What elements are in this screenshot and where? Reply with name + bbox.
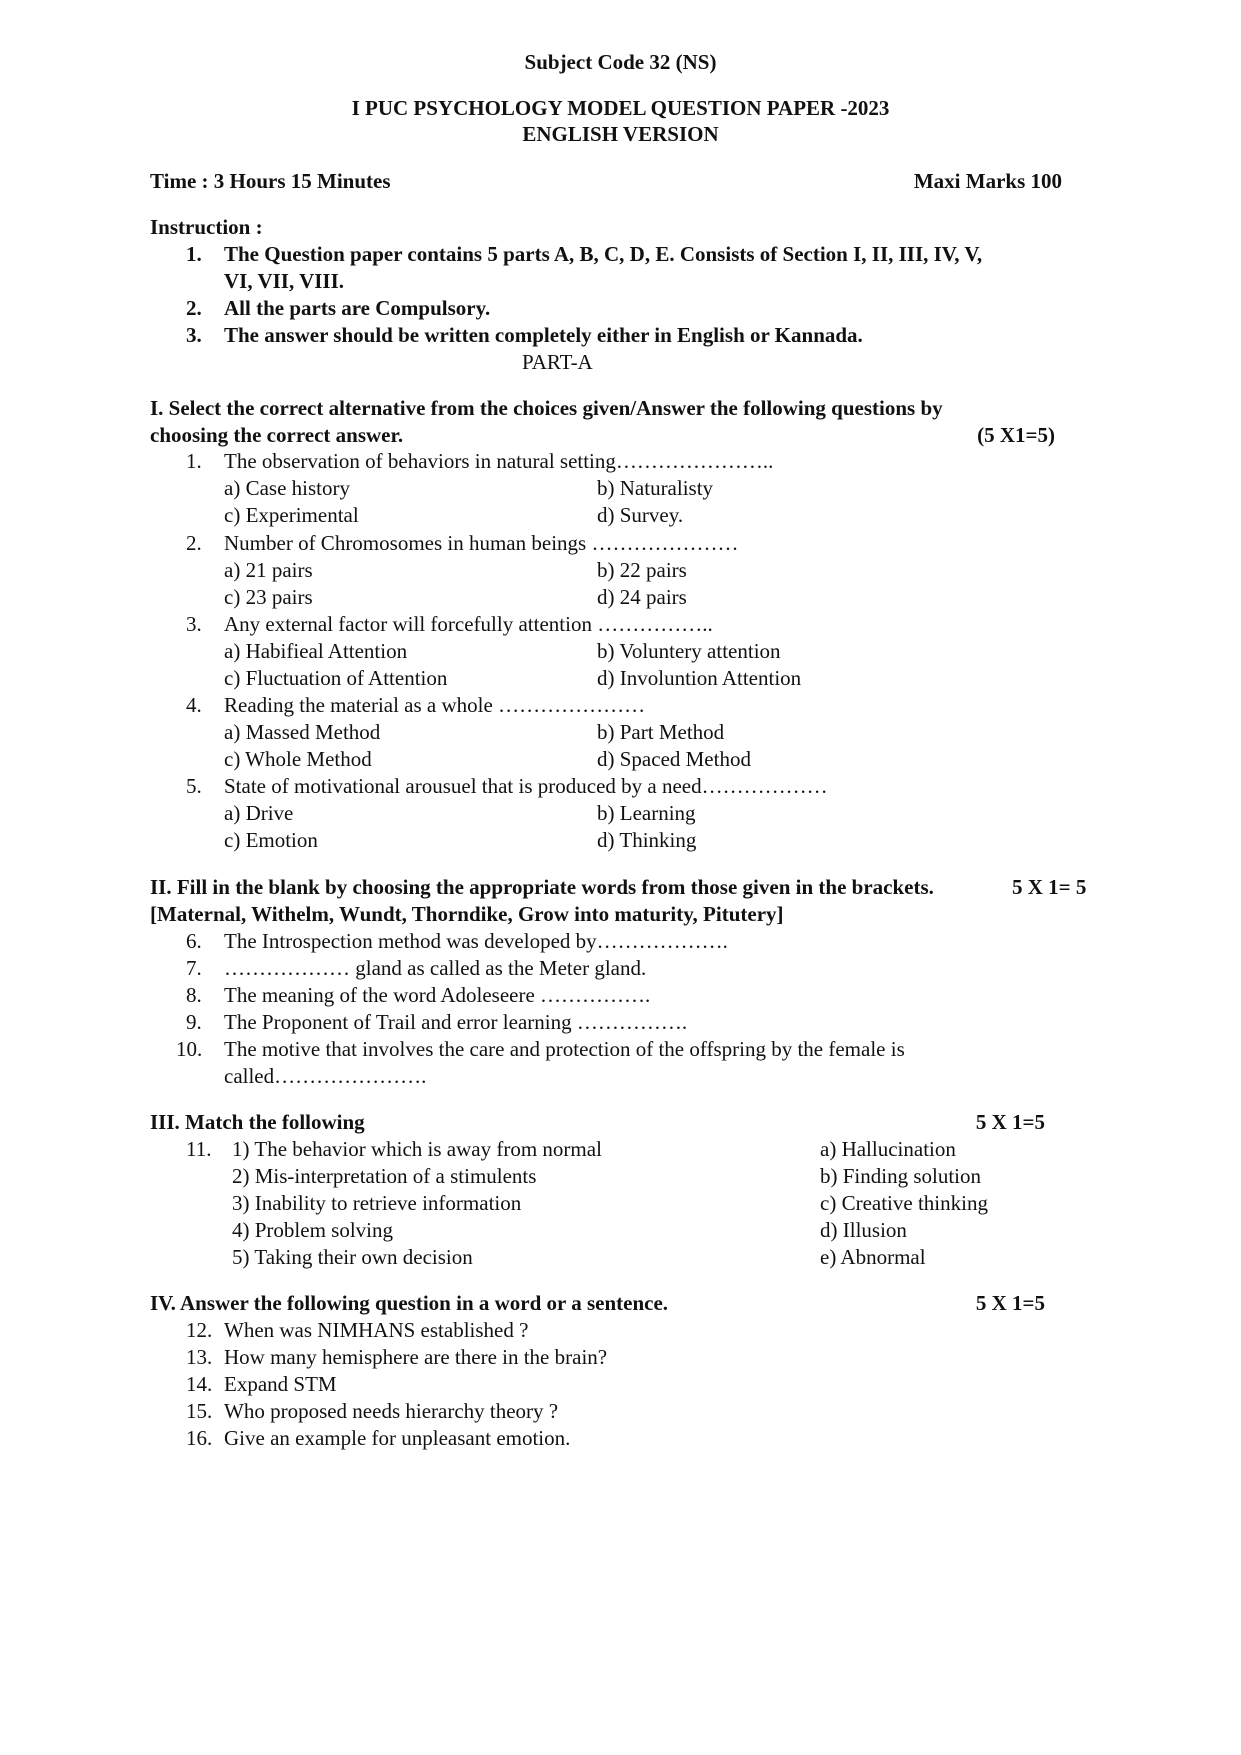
question-number: 9.: [186, 1010, 202, 1034]
option-c: c) Fluctuation of Attention: [224, 666, 448, 690]
match-left-item: 5) Taking their own decision: [232, 1245, 473, 1269]
match-left-item: 4) Problem solving: [232, 1218, 393, 1242]
question-text: Who proposed needs hierarchy theory ?: [224, 1399, 559, 1423]
section-1-heading: I. Select the correct alternative from the choices given/Answer the following questions by: [150, 396, 943, 420]
instruction-text: The Question paper contains 5 parts A, B, C, D, E. Consists of Section I, II, III, IV, V,: [224, 242, 983, 266]
match-right-item: e) Abnormal: [820, 1245, 926, 1269]
question-text: The observation of behaviors in natural setting…………………..: [224, 449, 774, 473]
question-text: Reading the material as a whole …………………: [224, 693, 646, 717]
section-1-marks: (5 X1=5): [977, 423, 1055, 447]
option-b: b) Learning: [597, 801, 696, 825]
option-c: c) Experimental: [224, 503, 359, 527]
match-right-item: d) Illusion: [820, 1218, 907, 1242]
question-number: 4.: [186, 693, 202, 717]
option-a: a) 21 pairs: [224, 558, 313, 582]
question-number: 2.: [186, 531, 202, 555]
section-2-word-bank: [Maternal, Withelm, Wundt, Thorndike, Grow into maturity, Pitutery]: [150, 902, 784, 926]
option-c: c) 23 pairs: [224, 585, 313, 609]
option-a: a) Habifieal Attention: [224, 639, 408, 663]
option-d: d) Spaced Method: [597, 747, 751, 771]
match-right-item: a) Hallucination: [820, 1137, 956, 1161]
instruction-num: 2.: [186, 296, 202, 320]
option-a: a) Massed Method: [224, 720, 381, 744]
max-marks: Maxi Marks 100: [913, 169, 1062, 193]
question-number: 7.: [186, 956, 202, 980]
question-number: 5.: [186, 774, 202, 798]
question-text: Any external factor will forcefully attention ……………..: [224, 612, 713, 636]
question-number: 8.: [186, 983, 202, 1007]
section-4-marks: 5 X 1=5: [975, 1291, 1045, 1315]
part-a-heading: PART-A: [522, 350, 593, 374]
instruction-num: 1.: [186, 242, 202, 266]
time-allowed: Time : 3 Hours 15 Minutes: [150, 169, 391, 193]
section-1-heading-cont: choosing the correct answer.: [150, 423, 404, 447]
question-text: The Introspection method was developed by……………….: [224, 929, 728, 953]
instruction-text: All the parts are Compulsory.: [224, 296, 491, 320]
question-number: 15.: [186, 1399, 213, 1423]
section-4-heading: IV. Answer the following question in a word or a sentence.: [150, 1291, 669, 1315]
option-b: b) Naturalisty: [597, 476, 714, 500]
question-number: 13.: [186, 1345, 213, 1369]
question-text: The meaning of the word Adoleseere …………….: [224, 983, 651, 1007]
section-2-marks: 5 X 1= 5: [1012, 875, 1087, 899]
subject-code: Subject Code 32 (NS): [524, 50, 717, 74]
question-text: Expand STM: [224, 1372, 337, 1396]
section-3-marks: 5 X 1=5: [975, 1110, 1045, 1134]
option-d: d) Thinking: [597, 828, 697, 852]
option-b: b) 22 pairs: [597, 558, 687, 582]
question-number: 6.: [186, 929, 202, 953]
match-right-item: b) Finding solution: [820, 1164, 982, 1188]
match-left-item: 1) The behavior which is away from normal: [232, 1137, 602, 1161]
question-text: State of motivational arousuel that is produced by a need………………: [224, 774, 828, 798]
question-text: When was NIMHANS established ?: [224, 1318, 529, 1342]
section-3-heading: III. Match the following: [150, 1110, 365, 1134]
match-left-item: 2) Mis-interpretation of a stimulents: [232, 1164, 537, 1188]
question-text: How many hemisphere are there in the brain?: [224, 1345, 608, 1369]
instruction-text: The answer should be written completely either in English or Kannada.: [224, 323, 863, 347]
option-c: c) Emotion: [224, 828, 318, 852]
question-number: 16.: [186, 1426, 213, 1450]
instruction-text-cont: VI, VII, VIII.: [224, 269, 345, 293]
question-number: 1.: [186, 449, 202, 473]
match-right-item: c) Creative thinking: [820, 1191, 988, 1215]
paper-title: I PUC PSYCHOLOGY MODEL QUESTION PAPER -2023: [351, 96, 890, 120]
option-a: a) Case history: [224, 476, 350, 500]
option-c: c) Whole Method: [224, 747, 372, 771]
question-number: 14.: [186, 1372, 213, 1396]
instruction-heading: Instruction :: [150, 215, 263, 239]
option-a: a) Drive: [224, 801, 294, 825]
question-number: 11.: [186, 1137, 212, 1161]
question-text-cont: called………………….: [224, 1064, 427, 1088]
option-d: d) Involuntion Attention: [597, 666, 802, 690]
question-text: Give an example for unpleasant emotion.: [224, 1426, 571, 1450]
paper-version: ENGLISH VERSION: [522, 122, 719, 146]
option-d: d) 24 pairs: [597, 585, 687, 609]
question-text: Number of Chromosomes in human beings …………………: [224, 531, 739, 555]
option-b: b) Voluntery attention: [597, 639, 781, 663]
question-text: The Proponent of Trail and error learning …………….: [224, 1010, 688, 1034]
section-2-heading: II. Fill in the blank by choosing the appropriate words from those given in the brackets.: [150, 875, 934, 899]
match-left-item: 3) Inability to retrieve information: [232, 1191, 522, 1215]
question-number: 10.: [176, 1037, 203, 1061]
question-number: 12.: [186, 1318, 213, 1342]
question-text: ……………… gland as called as the Meter gland.: [224, 956, 647, 980]
question-number: 3.: [186, 612, 202, 636]
question-text: The motive that involves the care and protection of the offspring by the female is: [224, 1037, 905, 1061]
option-d: d) Survey.: [597, 503, 684, 527]
option-b: b) Part Method: [597, 720, 725, 744]
instruction-num: 3.: [186, 323, 202, 347]
